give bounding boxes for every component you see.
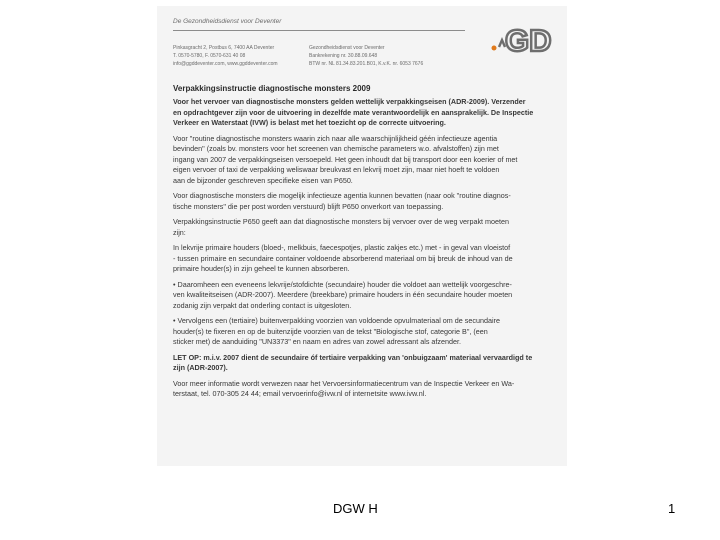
logo-dot-orange (492, 46, 497, 51)
document-paragraph: Voor diagnostische monsters die mogelijk infectieuze agentia kunnen bevatten (naar ook "routine diagnos- tische monsters" die per post worden verstuurd) blijft P650 onverkort van toepassing. (173, 191, 511, 211)
scanned-document (157, 6, 567, 466)
page-number: 1 (668, 501, 676, 516)
document-paragraph: • Daaromheen een eveneens lekvrije/stofdichte (secundaire) houder die voldoet aan wettelijk voorgeschre- ven kwaliteitseisen (ADR-2007). Meerdere (breekbare) primaire houders in één secundaire houder moeten zodanig zijn verpakt dat onderling contact is uitgesloten. (173, 279, 513, 310)
header-divider (173, 30, 465, 31)
document-title: Verpakkingsinstructie diagnostische monsters 2009 (173, 84, 371, 93)
document-paragraph: LET OP: m.i.v. 2007 dient de secundaire óf tertiaire verpakking van 'onbuigzaam' materiaal vervaardigd te zijn (ADR-2007). (173, 352, 533, 372)
document-paragraph: In lekvrije primaire houders (bloed-, melkbuis, faecespotjes, plastic zakjes etc.) met - in geval van vloeistof - tussen primaire en secundaire container voldoende absorberend materiaal om bij breuk de inhoud van de primaire houder(s) in zijn geheel te kunnen absorberen. (173, 243, 513, 273)
document-paragraph: Voor meer informatie wordt verwezen naar het Vervoersinformatiecentrum van de Inspectie Verkeer en Wa- terstaat, tel. 070-305 24 44; email vervoerinfo@ivw.nl of internetsite www.ivw.nl. (173, 378, 515, 398)
document-paragraph: Voor het vervoer van diagnostische monsters gelden wettelijk verpakkingseisen (ADR-2009). Verzender en opdrachtgever zijn voor de uitvoering in dezelfde mate verantwoordelijk en aansprakelijk. De Inspectie Verkeer en Waterstaat (IVW) is belast met het toezicht op de correcte uitvoering. (173, 97, 534, 127)
footer-label: DGW H (333, 501, 378, 516)
address-block-left: Pinkasgracht 2, Postbus 6, 7400 AA Deventer T. 0570-5780, F. 0570-631 40 08 info@ggddeventer.com, www.ggddeventer.com (173, 45, 278, 67)
organization-name: De Gezondheidsdienst voor Deventer (173, 18, 282, 25)
document-paragraph: Voor "routine diagnostische monsters waarin zich naar alle waarschijnlijkheid géén infectieuze agentia bevinden" (zoals bv. monsters voor het screenen van chemische parameters w.o. afvalstoffen) zijn met ingang van 2007 de verpakkingseisen versoepeld. Het geen inhoudt dat bij transport door een koerier of met eigen vervoer of taxi de verpakking weliswaar breukvast en lekvrij moet zijn, maar niet hoeft te voldoen aan de bijzonder geschreven specifieke eisen van P650. (173, 133, 518, 185)
logo-text: GD (505, 23, 552, 56)
ggd-logo (485, 18, 555, 56)
document-body (173, 97, 559, 405)
address-block-right: Gezondheidsdienst voor Deventer Bankrekening nr. 30.88.09.648 BTW nr. NL 81.34.83.201.B01, K.v.K. nr. 6053 7676 (309, 45, 424, 67)
document-paragraph: Verpakkingsinstructie P650 geeft aan dat diagnostische monsters bij vervoer over de weg verpakt moeten zijn: (173, 217, 510, 237)
document-paragraph: • Vervolgens een (tertiaire) buitenverpakking voorzien van voldoende opvulmateriaal om de secundaire houder(s) te fixeren en op de buitenzijde voorzien van de tekst "Biologische stof, categorie B", (een sticker met) de aanduiding "UN3373" en naam en adres van zowel adressant als afzender. (173, 316, 500, 346)
